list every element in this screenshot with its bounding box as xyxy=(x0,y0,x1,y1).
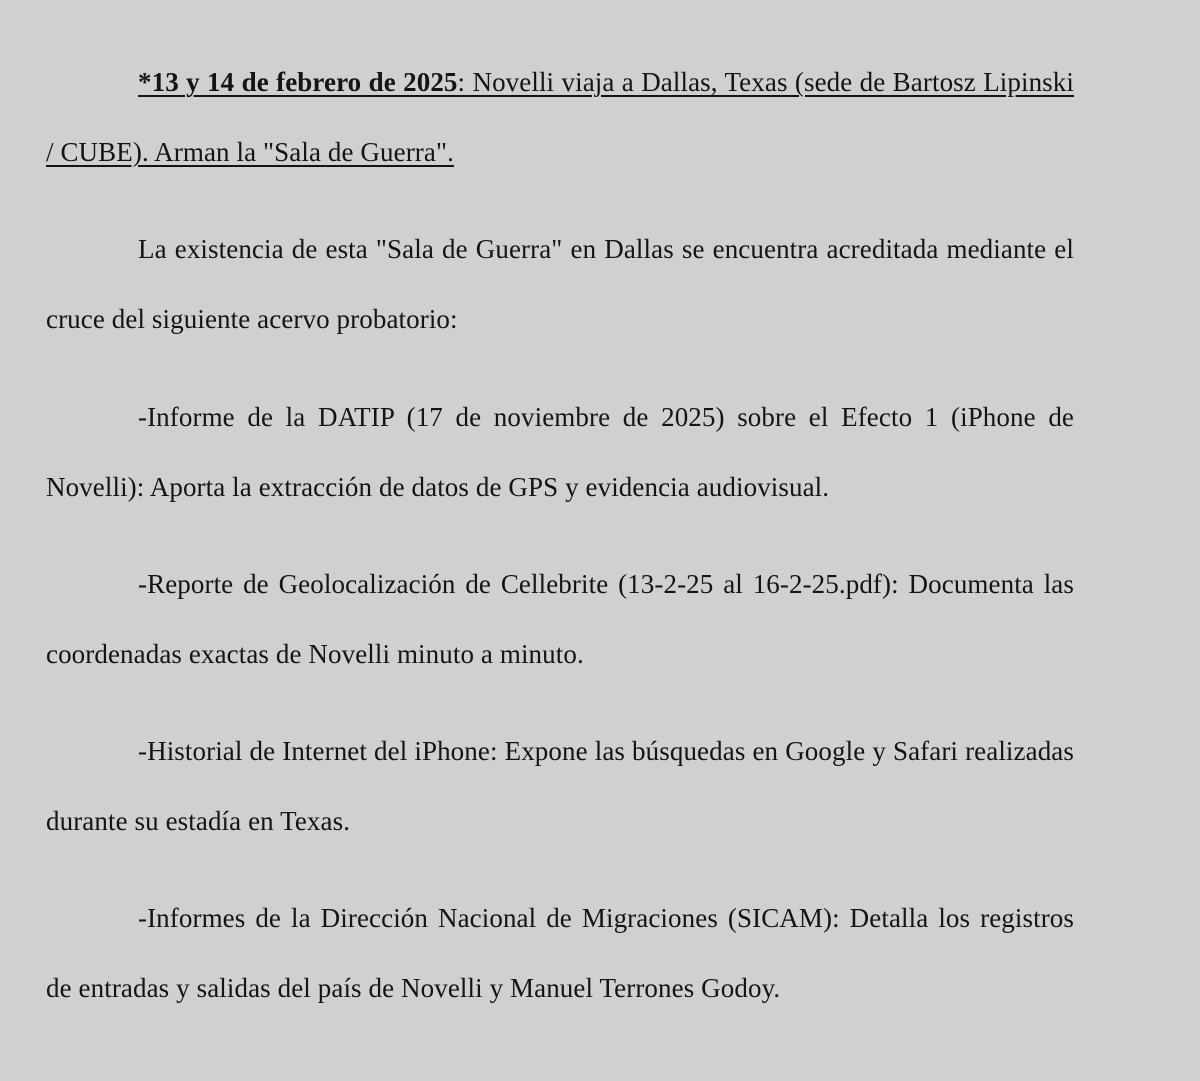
evidence-item-internet-history: -Historial de Internet del iPhone: Expone las búsquedas en Google y Safari realizadas durante su estadía en Texas. xyxy=(46,736,1074,836)
evidence-item-cellebrite: -Reporte de Geolocalización de Cellebrite (13-2-25 al 16-2-25.pdf): Documenta las coordenadas exactas de Novelli minuto a minuto. xyxy=(46,569,1074,669)
evidence-item-datip: -Informe de la DATIP (17 de noviembre de 2025) sobre el Efecto 1 (iPhone de Novelli): Aporta la extracción de datos de GPS y evidencia audiovisual. xyxy=(46,402,1074,502)
heading-date: *13 y 14 de febrero de 2025 xyxy=(138,67,458,97)
heading-text: : Novelli viaja a Dallas, Texas (sede de Bartosz Lipinski / CUBE). Arman la "Sala de Guerra". xyxy=(46,67,1074,167)
heading-paragraph xyxy=(46,47,1074,187)
evidence-item-migraciones: -Informes de la Dirección Nacional de Migraciones (SICAM): Detalla los registros de entradas y salidas del país de Novelli y Manuel Terrones Godoy. xyxy=(46,903,1074,1003)
intro-paragraph: La existencia de esta "Sala de Guerra" en Dallas se encuentra acreditada mediante el cruce del siguiente acervo probatorio: xyxy=(46,234,1074,334)
